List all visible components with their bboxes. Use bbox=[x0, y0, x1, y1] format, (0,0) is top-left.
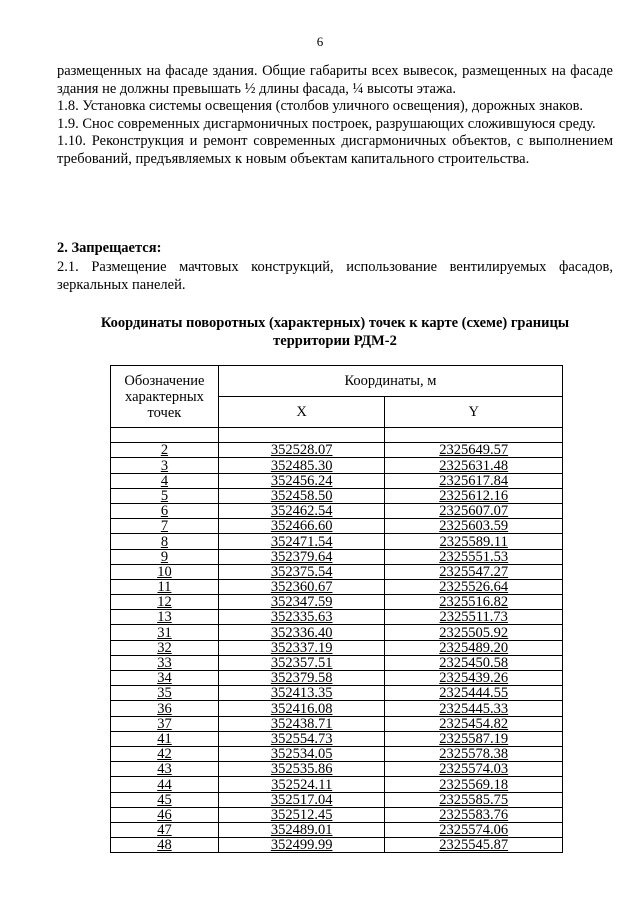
x-coordinate-cell bbox=[218, 488, 385, 503]
cell-value: 2325439.26 bbox=[439, 670, 509, 687]
point-number-cell bbox=[111, 686, 219, 701]
table-row bbox=[111, 777, 563, 792]
table-row bbox=[111, 655, 563, 670]
y-coordinate-cell bbox=[385, 610, 563, 625]
y-coordinate-cell bbox=[385, 731, 563, 746]
table-row bbox=[111, 731, 563, 746]
cell-value: 2325454.82 bbox=[439, 715, 509, 732]
point-number-cell bbox=[111, 777, 219, 792]
cell-value: 2325574.06 bbox=[439, 822, 509, 839]
cell-value: 2325569.18 bbox=[439, 776, 509, 793]
point-number-cell bbox=[111, 488, 219, 503]
y-coordinate-cell bbox=[385, 473, 563, 488]
y-coordinate-cell bbox=[385, 579, 563, 594]
cell-value: 7 bbox=[160, 518, 169, 535]
table-row bbox=[111, 701, 563, 716]
cell-value: 41 bbox=[157, 730, 172, 747]
x-coordinate-cell bbox=[218, 777, 385, 792]
cell-value: 33 bbox=[157, 655, 172, 671]
x-coordinate-cell bbox=[218, 473, 385, 488]
cell-value: 2325574.03 bbox=[439, 761, 509, 778]
point-number-cell bbox=[111, 822, 219, 837]
cell-value: 352379.58 bbox=[270, 670, 333, 687]
point-number-cell bbox=[111, 762, 219, 777]
x-coordinate-cell bbox=[218, 792, 385, 807]
point-number-cell bbox=[111, 746, 219, 761]
x-coordinate-cell bbox=[218, 686, 385, 701]
cell-value: 352375.54 bbox=[270, 563, 333, 580]
table-spacer-row bbox=[111, 428, 563, 443]
table-row bbox=[111, 640, 563, 655]
x-coordinate-cell bbox=[218, 595, 385, 610]
y-coordinate-cell bbox=[385, 519, 563, 534]
y-coordinate-cell bbox=[385, 458, 563, 473]
point-number-cell bbox=[111, 716, 219, 731]
x-coordinate-cell bbox=[218, 564, 385, 579]
table-body bbox=[111, 428, 563, 853]
table-row bbox=[111, 564, 563, 579]
table-title bbox=[57, 314, 613, 350]
y-coordinate-cell bbox=[385, 655, 563, 670]
cell-value: 352466.60 bbox=[270, 518, 333, 535]
cell-value: 2325617.84 bbox=[439, 472, 509, 489]
cell-value: 2325603.59 bbox=[439, 518, 509, 535]
cell-value: 37 bbox=[157, 715, 172, 732]
x-coordinate-cell bbox=[218, 443, 385, 458]
cell-value: 2325547.27 bbox=[439, 563, 509, 580]
header-y: Y bbox=[385, 397, 563, 428]
point-number-cell bbox=[111, 458, 219, 473]
y-coordinate-cell bbox=[385, 716, 563, 731]
x-coordinate-cell bbox=[218, 503, 385, 518]
cell-value: 34 bbox=[157, 670, 172, 687]
coordinates-table bbox=[110, 365, 563, 853]
point-number-cell bbox=[111, 534, 219, 549]
x-coordinate-cell bbox=[218, 549, 385, 564]
x-coordinate-cell bbox=[218, 822, 385, 837]
page-number: 6 bbox=[316, 34, 324, 49]
cell-value: 2325589.11 bbox=[439, 533, 508, 550]
table-row bbox=[111, 519, 563, 534]
cell-value: 6 bbox=[160, 503, 169, 520]
cell-value: 352379.64 bbox=[270, 548, 333, 565]
x-coordinate-cell bbox=[218, 534, 385, 549]
point-number-cell bbox=[111, 564, 219, 579]
cell-value: 352335.63 bbox=[270, 609, 333, 626]
y-coordinate-cell bbox=[385, 549, 563, 564]
y-coordinate-cell bbox=[385, 443, 563, 458]
table-row bbox=[111, 822, 563, 837]
table-row bbox=[111, 671, 563, 686]
table-row bbox=[111, 610, 563, 625]
point-number-cell bbox=[111, 610, 219, 625]
y-coordinate-cell bbox=[385, 762, 563, 777]
cell-value: 2325583.76 bbox=[439, 806, 509, 823]
cell-value: 31 bbox=[157, 624, 172, 641]
x-coordinate-cell bbox=[218, 807, 385, 822]
cell-value: 2325511.73 bbox=[439, 609, 508, 626]
x-coordinate-cell bbox=[218, 625, 385, 640]
cell-value: 352357.51 bbox=[270, 655, 333, 671]
paragraph: размещенных на фасаде здания. Общие габариты всех вывесок, размещенных на фасаде здания не должны превышать ½ длины фасада, ¼ высоты этажа. bbox=[57, 63, 613, 97]
y-coordinate-cell bbox=[385, 625, 563, 640]
cell-value: 2325450.58 bbox=[439, 655, 509, 671]
spacer-cell bbox=[385, 428, 563, 443]
table-row bbox=[111, 625, 563, 640]
paragraph: 1.10. Реконструкция и ремонт современных дисгармоничных объектов, с выполнением требований, предъявляемых к новым объектам капитального строительства. bbox=[57, 133, 613, 167]
point-number-cell bbox=[111, 838, 219, 853]
cell-value: 352413.35 bbox=[270, 685, 333, 702]
cell-value: 35 bbox=[157, 685, 172, 702]
cell-value: 2325649.57 bbox=[439, 442, 509, 459]
cell-value: 352438.71 bbox=[270, 715, 333, 732]
cell-value: 352337.19 bbox=[270, 639, 333, 656]
cell-value: 352416.08 bbox=[270, 700, 333, 717]
x-coordinate-cell bbox=[218, 716, 385, 731]
table-row bbox=[111, 716, 563, 731]
cell-value: 352485.30 bbox=[270, 457, 333, 474]
y-coordinate-cell bbox=[385, 822, 563, 837]
cell-value: 8 bbox=[160, 533, 169, 550]
cell-value: 352554.73 bbox=[270, 730, 333, 747]
y-coordinate-cell bbox=[385, 564, 563, 579]
cell-value: 2325587.19 bbox=[439, 730, 509, 747]
y-coordinate-cell bbox=[385, 777, 563, 792]
x-coordinate-cell bbox=[218, 640, 385, 655]
table-title-line: Координаты поворотных (характерных) точек к карте (схеме) границы bbox=[100, 315, 570, 331]
y-coordinate-cell bbox=[385, 640, 563, 655]
y-coordinate-cell bbox=[385, 746, 563, 761]
table-row bbox=[111, 686, 563, 701]
cell-value: 352517.04 bbox=[270, 791, 333, 808]
cell-value: 2325607.07 bbox=[439, 503, 509, 520]
cell-value: 352360.67 bbox=[270, 579, 333, 596]
table-row bbox=[111, 488, 563, 503]
table-row bbox=[111, 443, 563, 458]
point-number-cell bbox=[111, 655, 219, 670]
paragraph: 1.9. Снос современных дисгармоничных построек, разрушающих сложившуюся среду. bbox=[57, 115, 596, 132]
cell-value: 2325631.48 bbox=[439, 457, 509, 474]
cell-value: 36 bbox=[157, 700, 172, 717]
point-number-cell bbox=[111, 579, 219, 594]
y-coordinate-cell bbox=[385, 792, 563, 807]
cell-value: 12 bbox=[157, 594, 172, 611]
cell-value: 5 bbox=[160, 487, 169, 504]
table-row bbox=[111, 549, 563, 564]
x-coordinate-cell bbox=[218, 731, 385, 746]
table-row bbox=[111, 579, 563, 594]
cell-value: 352489.01 bbox=[270, 822, 333, 839]
spacer-cell bbox=[218, 428, 385, 443]
cell-value: 352499.99 bbox=[270, 837, 333, 854]
point-number-cell bbox=[111, 807, 219, 822]
point-number-cell bbox=[111, 443, 219, 458]
point-number-cell bbox=[111, 792, 219, 807]
point-number-cell bbox=[111, 473, 219, 488]
spacer-cell bbox=[111, 428, 219, 443]
paragraph: 1.8. Установка системы освещения (столбов уличного освещения), дорожных знаков. bbox=[57, 98, 584, 115]
cell-value: 9 bbox=[160, 548, 169, 565]
point-number-cell bbox=[111, 503, 219, 518]
cell-value: 352512.45 bbox=[270, 806, 333, 823]
x-coordinate-cell bbox=[218, 701, 385, 716]
y-coordinate-cell bbox=[385, 488, 563, 503]
table-row bbox=[111, 458, 563, 473]
table-row bbox=[111, 503, 563, 518]
prohibited-text bbox=[57, 259, 613, 294]
y-coordinate-cell bbox=[385, 807, 563, 822]
cell-value: 10 bbox=[157, 563, 172, 580]
x-coordinate-cell bbox=[218, 671, 385, 686]
cell-value: 352524.11 bbox=[271, 776, 333, 793]
table-row bbox=[111, 792, 563, 807]
x-coordinate-cell bbox=[218, 655, 385, 670]
cell-value: 352347.59 bbox=[270, 594, 333, 611]
requirements-text bbox=[57, 63, 613, 169]
table-row bbox=[111, 595, 563, 610]
cell-value: 2325505.92 bbox=[439, 624, 509, 641]
point-number-cell bbox=[111, 519, 219, 534]
y-coordinate-cell bbox=[385, 503, 563, 518]
cell-value: 2325526.64 bbox=[439, 579, 509, 596]
cell-value: 47 bbox=[157, 822, 172, 839]
cell-value: 352528.07 bbox=[270, 442, 333, 459]
cell-value: 352462.54 bbox=[270, 503, 333, 520]
cell-value: 48 bbox=[157, 837, 172, 854]
cell-value: 45 bbox=[157, 791, 172, 808]
cell-value: 2325444.55 bbox=[439, 685, 509, 702]
table-row bbox=[111, 473, 563, 488]
cell-value: 42 bbox=[157, 746, 172, 763]
cell-value: 3 bbox=[160, 457, 169, 474]
table-row bbox=[111, 746, 563, 761]
x-coordinate-cell bbox=[218, 458, 385, 473]
section-heading: 2. Запрещается: bbox=[57, 240, 162, 256]
cell-value: 2325516.82 bbox=[439, 594, 509, 611]
cell-value: 13 bbox=[157, 609, 172, 626]
cell-value: 352458.50 bbox=[270, 487, 333, 504]
cell-value: 46 bbox=[157, 806, 172, 823]
cell-value: 43 bbox=[157, 761, 172, 778]
cell-value: 32 bbox=[157, 639, 172, 656]
paragraph: 2.1. Размещение мачтовых конструкций, использование вентилируемых фасадов, зеркальных панелей. bbox=[57, 259, 613, 293]
y-coordinate-cell bbox=[385, 838, 563, 853]
point-number-cell bbox=[111, 625, 219, 640]
y-coordinate-cell bbox=[385, 701, 563, 716]
y-coordinate-cell bbox=[385, 671, 563, 686]
x-coordinate-cell bbox=[218, 579, 385, 594]
x-coordinate-cell bbox=[218, 610, 385, 625]
cell-value: 4 bbox=[160, 472, 169, 489]
cell-value: 352534.05 bbox=[270, 746, 333, 763]
table-title-line: территории РДМ-2 bbox=[273, 333, 397, 349]
point-number-cell bbox=[111, 640, 219, 655]
header-coordinates: Координаты, м bbox=[218, 366, 562, 397]
cell-value: 2325585.75 bbox=[439, 791, 509, 808]
cell-value: 2 bbox=[160, 442, 169, 459]
y-coordinate-cell bbox=[385, 595, 563, 610]
y-coordinate-cell bbox=[385, 686, 563, 701]
y-coordinate-cell bbox=[385, 534, 563, 549]
table-row bbox=[111, 807, 563, 822]
x-coordinate-cell bbox=[218, 519, 385, 534]
point-number-cell bbox=[111, 671, 219, 686]
cell-value: 44 bbox=[157, 776, 172, 793]
cell-value: 2325489.20 bbox=[439, 639, 509, 656]
cell-value: 2325551.53 bbox=[439, 548, 509, 565]
cell-value: 352456.24 bbox=[270, 472, 333, 489]
cell-value: 11 bbox=[157, 579, 172, 596]
cell-value: 2325612.16 bbox=[439, 487, 509, 504]
cell-value: 2325545.87 bbox=[439, 837, 509, 854]
header-point: Обозначение характерных точек bbox=[111, 366, 219, 428]
point-number-cell bbox=[111, 549, 219, 564]
table-row bbox=[111, 534, 563, 549]
point-number-cell bbox=[111, 731, 219, 746]
table-row bbox=[111, 762, 563, 777]
cell-value: 352535.86 bbox=[270, 761, 333, 778]
cell-value: 352471.54 bbox=[270, 533, 333, 550]
x-coordinate-cell bbox=[218, 838, 385, 853]
cell-value: 352336.40 bbox=[270, 624, 333, 641]
cell-value: 2325445.33 bbox=[439, 700, 509, 717]
cell-value: 2325578.38 bbox=[439, 746, 509, 763]
table-row bbox=[111, 838, 563, 853]
x-coordinate-cell bbox=[218, 762, 385, 777]
point-number-cell bbox=[111, 595, 219, 610]
header-x: X bbox=[218, 397, 385, 428]
x-coordinate-cell bbox=[218, 746, 385, 761]
point-number-cell bbox=[111, 701, 219, 716]
